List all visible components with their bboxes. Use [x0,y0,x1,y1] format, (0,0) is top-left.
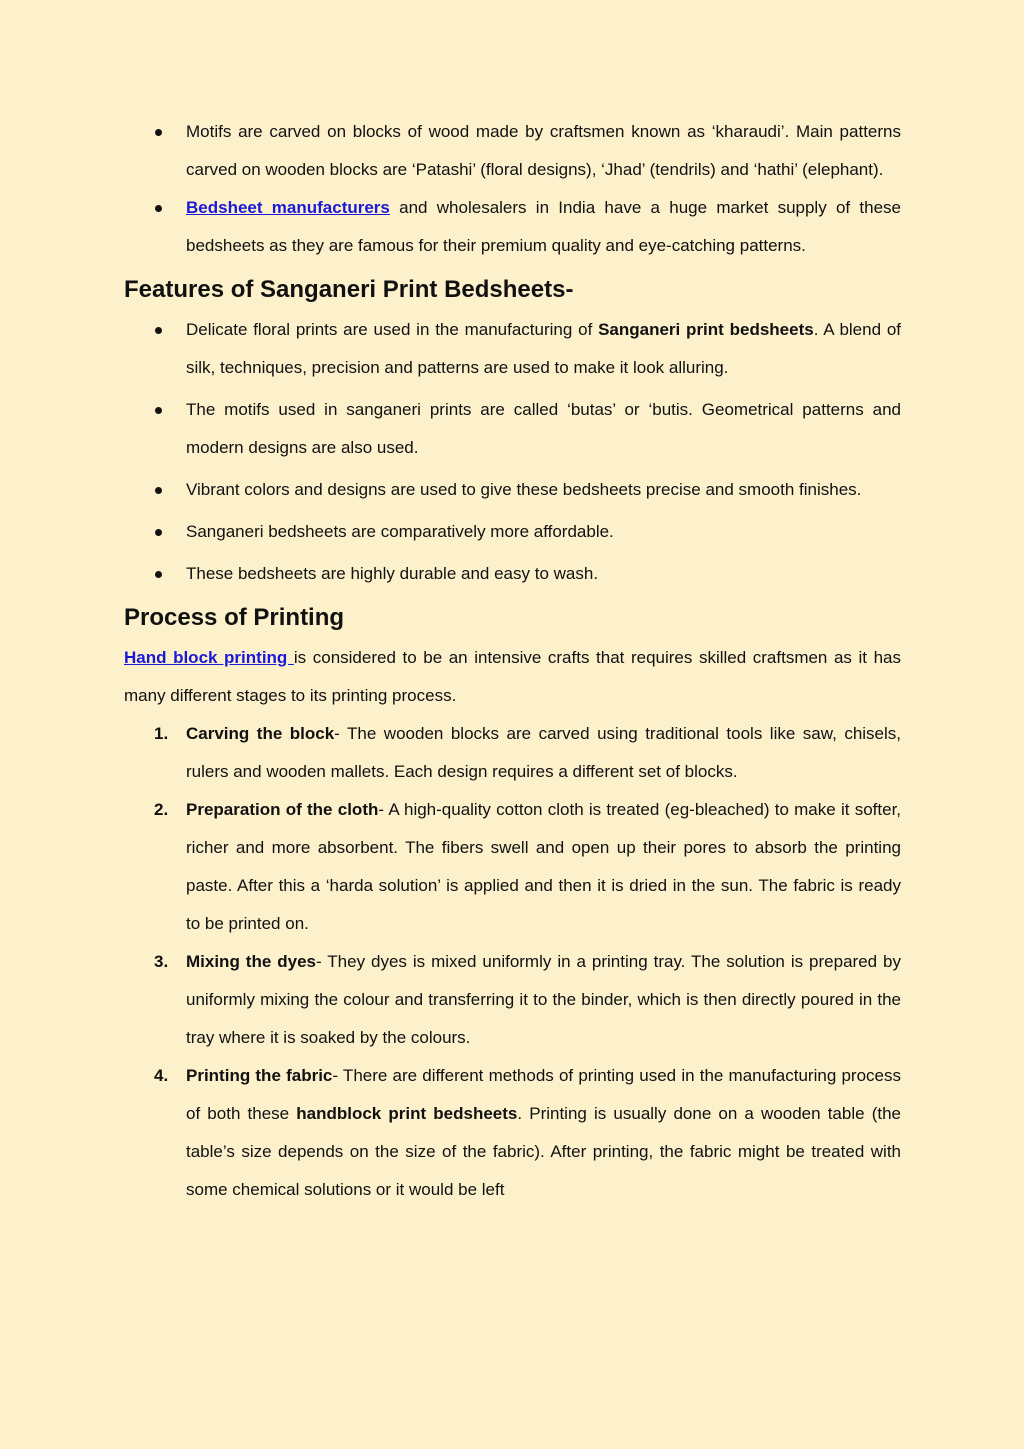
list-item [124,311,901,387]
bullet-text: Vibrant colors and designs are used to give these bedsheets precise and smooth finishes. [186,480,862,499]
paragraph-text: is considered to be an intensive crafts that requires skilled craftsmen as it has many different stages to its printing process. [124,648,901,705]
list-item [124,715,901,791]
step-text: - The wooden blocks are carved using traditional tools like saw, chisels, rulers and wooden mallets. Each design requires a different set of blocks. [186,724,901,781]
step-number: 3. [154,952,169,971]
process-steps-list [124,715,901,1209]
list-item [124,113,901,189]
bullet-icon [155,407,162,414]
process-heading: Process of Printing [124,604,345,631]
bullet-icon [155,129,162,136]
step-text: - They dyes is mixed uniformly in a printing tray. The solution is prepared by uniformly mixing the colour and transferring it to the binder, which is then directly poured in the tray where it is soaked by the colours. [186,952,902,1047]
list-item [124,189,901,265]
features-bullet-list [124,311,901,593]
bullet-icon [155,529,162,536]
list-item [124,391,901,467]
list-item [124,1057,901,1209]
bullet-text: Motifs are carved on blocks of wood made by craftsmen known as ‘kharaudi’. Main patterns carved on wooden blocks are ‘Patashi’ (floral designs), ‘Jhad’ (tendrils) and ‘hathi’ (elephant). [186,122,901,179]
bullet-text: Sanganeri bedsheets are comparatively more affordable. [186,522,614,541]
step-title: Printing the fabric [186,1066,333,1085]
step-text: - There are different methods of printing used in the manufacturing process of both these [186,1066,901,1123]
bullet-icon [155,571,162,578]
bullet-icon [155,487,162,494]
list-item [124,555,901,593]
step-text: . Printing is usually done on a wooden table (the table’s size depends on the size of the fabric). After printing, the fabric might be treated with some chemical solutions or it would be left [186,1104,901,1199]
process-intro-paragraph [124,639,901,715]
bullet-text: The motifs used in sanganeri prints are called ‘butas’ or ‘butis. Geometrical patterns and modern designs are also used. [186,400,901,457]
bullet-text: Delicate floral prints are used in the manufacturing of [186,320,599,339]
bullet-icon [155,327,162,334]
step-text: - A high-quality cotton cloth is treated (eg-bleached) to make it softer, richer and more absorbent. The fibers swell and open up their pores to absorb the printing paste. After this a ‘harda solution’ is applied and then it is dried in the sun. The fabric is ready to be printed on. [186,800,902,933]
features-heading: Features of Sanganeri Print Bedsheets- [124,276,574,303]
step-number: 1. [154,724,169,743]
bold-phrase: handblock print bedsheets [296,1104,518,1123]
list-item [124,943,901,1057]
bullet-text: . A blend of silk, techniques, precision and patterns are used to make it look alluring. [186,320,902,377]
step-number: 2. [154,800,169,819]
step-title: Carving the block [186,724,335,743]
list-item [124,471,901,509]
list-item [124,791,901,943]
step-number: 4. [154,1066,169,1085]
bullet-text: and wholesalers in India have a huge market supply of these bedsheets as they are famous for their premium quality and eye-catching patterns. [186,198,901,255]
step-title: Mixing the dyes [186,952,316,971]
bullet-icon [155,205,162,212]
document-page [124,113,901,1209]
list-item [124,513,901,551]
bedsheet-manufacturers-link[interactable]: Bedsheet manufacturers [186,198,390,217]
bullet-text: These bedsheets are highly durable and easy to wash. [186,564,599,583]
hand-block-printing-link[interactable]: Hand block printing [124,648,294,667]
step-title: Preparation of the cloth [186,800,379,819]
bold-phrase: Sanganeri print bedsheets [598,320,814,339]
intro-bullet-list [124,113,901,265]
